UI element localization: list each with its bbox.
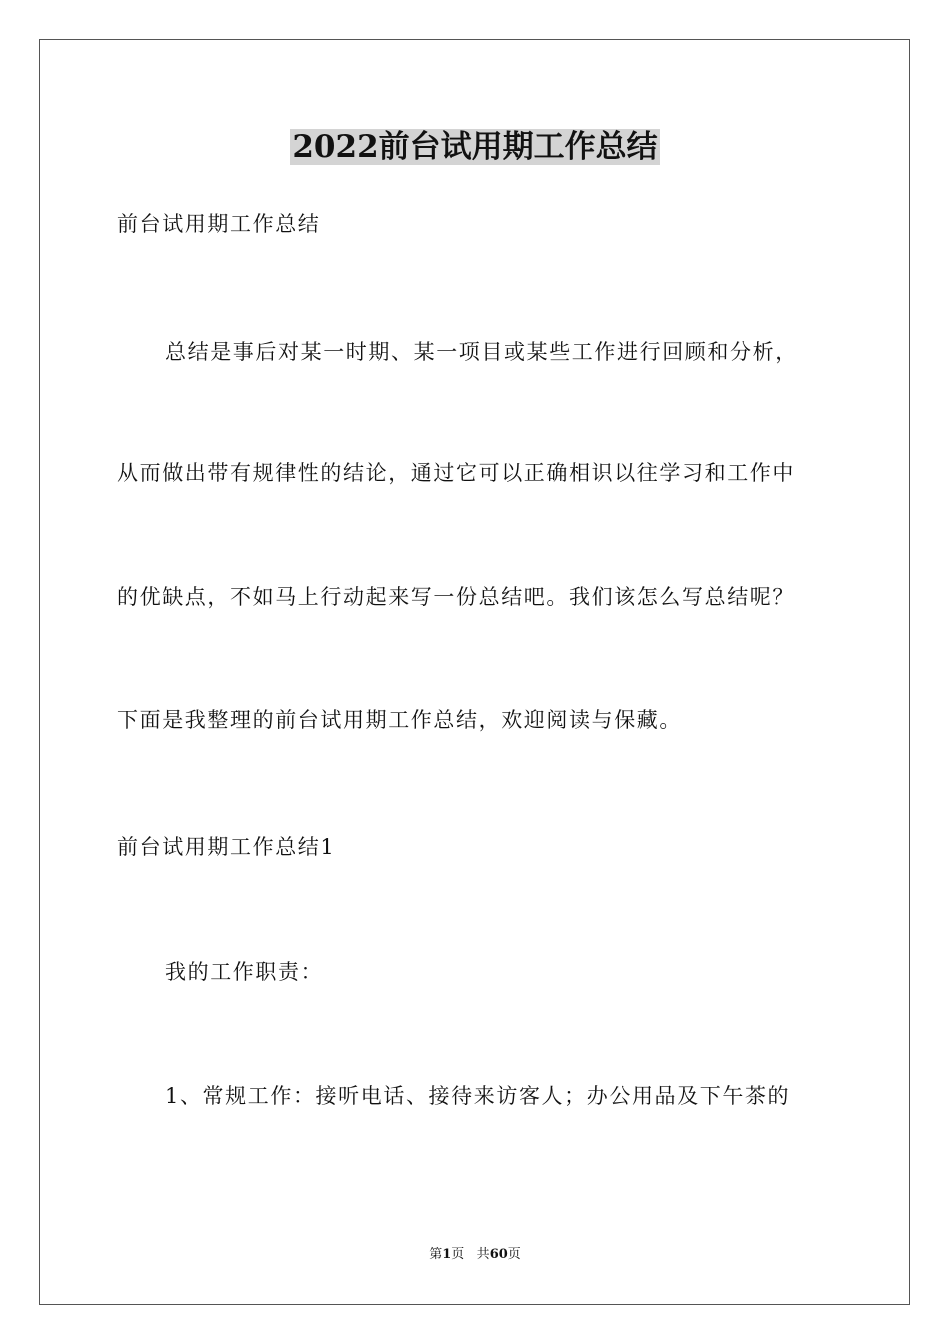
page-footer [0, 1246, 950, 1264]
footer-page-number: 1 [442, 1247, 452, 1262]
paragraph-line: 1、常规工作：接听电话、接待来访客人；办公用品及下午茶的 [165, 1084, 791, 1108]
subtitle-line: 前台试用期工作总结 [117, 212, 321, 236]
paragraph-line: 下面是我整理的前台试用期工作总结，欢迎阅读与保藏。 [117, 708, 682, 732]
document-title-text: 2022前台试用期工作总结 [292, 129, 658, 165]
paragraph-line: 的优缺点，不如马上行动起来写一份总结吧。我们该怎么写总结呢？ [117, 585, 795, 609]
footer-total-suffix: 页 [507, 1247, 521, 1262]
footer-total-pages: 60 [489, 1247, 508, 1262]
footer-page-prefix: 第 [429, 1247, 443, 1262]
paragraph-line: 从而做出带有规律性的结论，通过它可以正确相识以往学习和工作中 [117, 461, 795, 485]
document-title [0, 125, 950, 169]
footer-total-prefix: 共 [476, 1247, 490, 1262]
footer-page-suffix: 页 [451, 1247, 465, 1262]
paragraph-line: 总结是事后对某一时期、某一项目或某些工作进行回顾和分析， [165, 340, 798, 364]
section-heading: 前台试用期工作总结1 [117, 835, 336, 859]
paragraph-line: 我的工作职责： [165, 960, 324, 984]
